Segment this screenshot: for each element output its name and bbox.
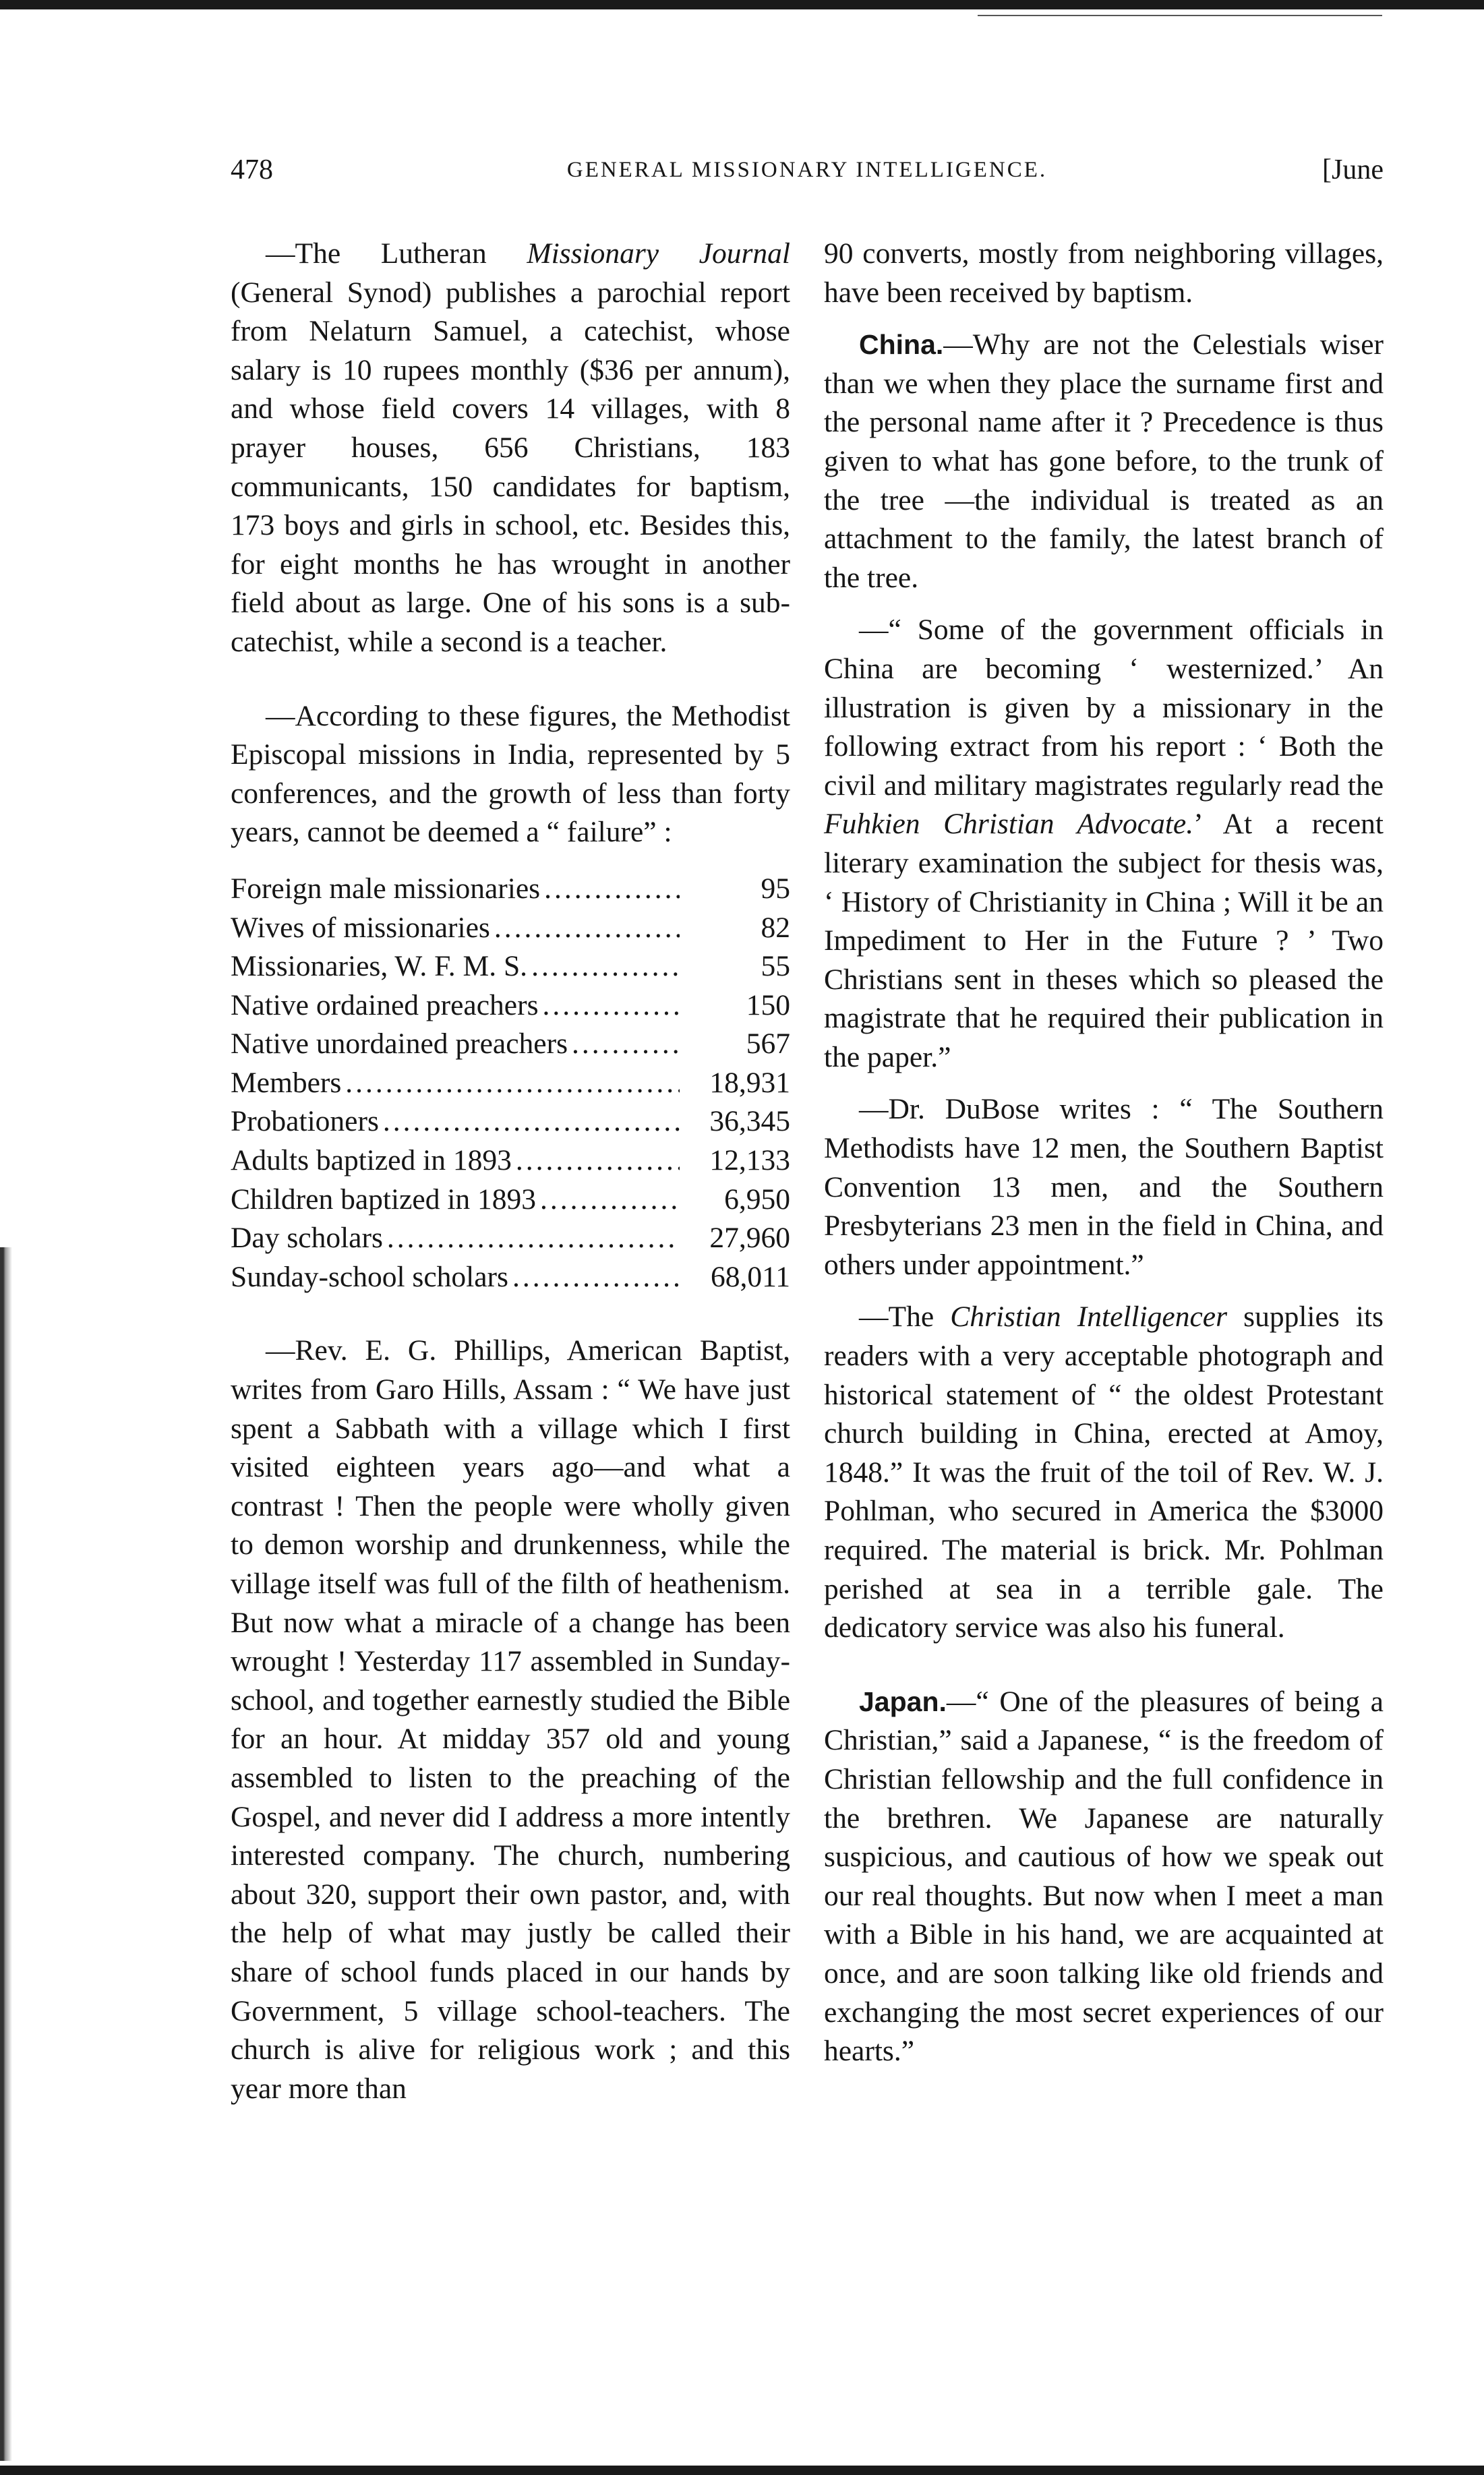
stat-value: 18,931: [709, 1066, 790, 1099]
stat-label: Day scholars: [231, 1222, 383, 1255]
leader-dots: [345, 1064, 680, 1103]
stat-label: Missionaries, W. F. M. S.: [231, 950, 528, 983]
paragraph-text: —“ Some of the government officials in China are becoming ‘ westernized.’ An illustration is given by a missionary in the following extract from his report : ‘ Both the civil and military magistrates regularly read the: [824, 614, 1384, 802]
paragraph-westernized: [824, 611, 1384, 1077]
top-border: [0, 0, 1484, 9]
stat-value: 82: [761, 911, 790, 944]
paragraph-christian-intelligencer: [824, 1298, 1384, 1647]
page-number: 478: [231, 154, 273, 185]
leader-dots: [512, 1258, 680, 1297]
paragraph-lutheran-journal: [231, 235, 790, 662]
section-lead: China.: [859, 329, 944, 361]
stat-label: Wives of missionaries: [231, 911, 490, 944]
leader-dots: [494, 909, 680, 948]
list-item: [231, 870, 790, 909]
list-item: [231, 1141, 790, 1181]
stat-value: 55: [761, 950, 790, 983]
bottom-border: [0, 2466, 1484, 2475]
paragraph-methodist-figures: —According to these figures, the Methodist Episcopal missions in India, represented by 5 conferences, and the growth of less than forty years, cannot be deemed a “ failure” :: [231, 699, 790, 849]
paragraph-continued: 90 converts, mostly from neighboring villages, have been received by baptism.: [824, 237, 1384, 309]
statistics-list: [231, 870, 790, 1297]
list-item: [231, 1102, 790, 1141]
paragraph-text: supplies its readers with a very acceptable photograph and historical statement of “ the oldest Protestant church building in China, erected at Amoy, 1848.” It was the fruit of the toil of Rev. W. J. Pohlman, who secured in America the $3000 required. The material is brick. Mr. Pohlman perished at sea in a terrible gale. The dedicatory service was also his funeral.: [824, 1301, 1384, 1644]
list-item: [231, 1025, 790, 1064]
right-column: [824, 235, 1384, 2071]
stat-value: 36,345: [709, 1105, 790, 1138]
stat-value: 95: [761, 872, 790, 905]
list-item: [231, 947, 790, 986]
paragraph-china-names: [824, 326, 1384, 597]
stat-label: Foreign male missionaries: [231, 872, 541, 905]
stat-value: 27,960: [709, 1222, 790, 1255]
stat-label: Members: [231, 1066, 342, 1099]
stat-value: 6,950: [724, 1183, 790, 1216]
stat-label: Sunday-school scholars: [231, 1260, 508, 1293]
stat-label: Probationers: [231, 1105, 379, 1138]
leader-dots: [387, 1219, 680, 1258]
publication-title: Christian Intelligencer: [950, 1301, 1228, 1334]
list-item: [231, 1258, 790, 1297]
top-rule-line: [978, 15, 1382, 16]
stat-value: 567: [746, 1027, 790, 1061]
stat-value: 68,011: [710, 1260, 790, 1293]
stat-label: Native ordained preachers: [231, 988, 539, 1021]
issue-month: [June: [1322, 154, 1384, 185]
list-item: [231, 1181, 790, 1220]
leader-dots: [572, 1025, 680, 1064]
paragraph-dubose: —Dr. DuBose writes : “ The Southern Methodists have 12 men, the Southern Baptist Convention 13 men, and the Southern Presbyterians 23 men in the field in China, and others under appointment.”: [824, 1093, 1384, 1281]
paragraph-text: ’ At a recent literary examination the subject for thesis was, ‘ History of Christianity in China ; Will it be an Impediment to Her in the Future ? ’ Two Christians sent in theses which so pleased the magistrate that he required their publication in the paper.”: [824, 808, 1384, 1073]
paragraph-japan: [824, 1683, 1384, 2071]
publication-title: Missionary Journal: [527, 237, 790, 270]
leader-dots: [383, 1102, 680, 1141]
paragraph-phillips-assam: —Rev. E. G. Phillips, American Baptist, writes from Garo Hills, Assam : “ We have just spent a Sabbath with a village which I first visited eighteen years ago—and what a contrast ! Then the people were wholly given to demon worship and drunkenness, while the village itself was full of the filth of heathenism. But now what a miracle of a change has been wrought ! Yesterday 117 assembled in Sunday-school, and together earnestly studied the Bible for an hour. At midday 357 old and young assembled to listen to the preaching of the Gospel, and never did I address a more intently interested company. The church, numbering about 320, support their own pastor, and, with the help of what may justly be called their share of school funds placed in our hands by Government, 5 village school-teachers. The church is alive for religious work ; and this year more than: [231, 1334, 790, 2105]
stat-label: Children baptized in 1893: [231, 1183, 537, 1216]
paragraph-text: (General Synod) publishes a parochial report from Nelaturn Samuel, a catechist, whose salary is 10 rupees monthly ($36 per annum), and whose field covers 14 villages, with 8 prayer houses, 656 Christians, 183 communicants, 150 candidates for baptism, 173 boys and girls in school, etc. Besides this, for eight months he has wrought in another field about as large. One of his sons is a sub-catechist, while a second is a teacher.: [231, 276, 790, 658]
leader-dots: [516, 1141, 680, 1181]
leader-dots: [531, 947, 680, 986]
stat-value: 12,133: [709, 1144, 790, 1177]
leader-dots: [544, 870, 680, 909]
paragraph-text: —Why are not the Celestials wiser than we when they place the surname first and the personal name after it ? Precedence is thus given to what has gone before, to the trunk of the tree —the individual is treated as an attachment to the family, the latest branch of the tree.: [824, 328, 1384, 594]
paragraph-text: —“ One of the pleasures of being a Christian,” said a Japanese, “ is the freedom of Christian fellowship and the full confidence in the brethren. We Japanese are naturally suspicious, and cautious of how we speak out our real thoughts. But now when I meet a man with a Bible in his hand, we are acquainted at once, and are soon talking like old friends and exchanging the most secret experiences of our hearts.”: [824, 1685, 1384, 2068]
list-item: [231, 1219, 790, 1258]
list-item: [231, 1064, 790, 1103]
page-edge-shadow: [0, 1247, 12, 2461]
page-header: [231, 154, 1384, 201]
running-head: GENERAL MISSIONARY INTELLIGENCE.: [566, 158, 1048, 182]
publication-title: Fuhkien Christian Advocate.: [824, 808, 1194, 841]
section-lead: Japan.: [859, 1686, 947, 1717]
leader-dots: [543, 986, 680, 1025]
list-item: [231, 909, 790, 948]
stat-value: 150: [746, 988, 790, 1021]
paragraph-text: —The Lutheran: [266, 237, 527, 270]
stat-label: Adults baptized in 1893: [231, 1144, 512, 1177]
leader-dots: [540, 1181, 680, 1220]
list-item: [231, 986, 790, 1025]
paragraph-text: —The: [859, 1301, 951, 1334]
left-column: [231, 235, 790, 2108]
stat-label: Native unordained preachers: [231, 1027, 568, 1061]
